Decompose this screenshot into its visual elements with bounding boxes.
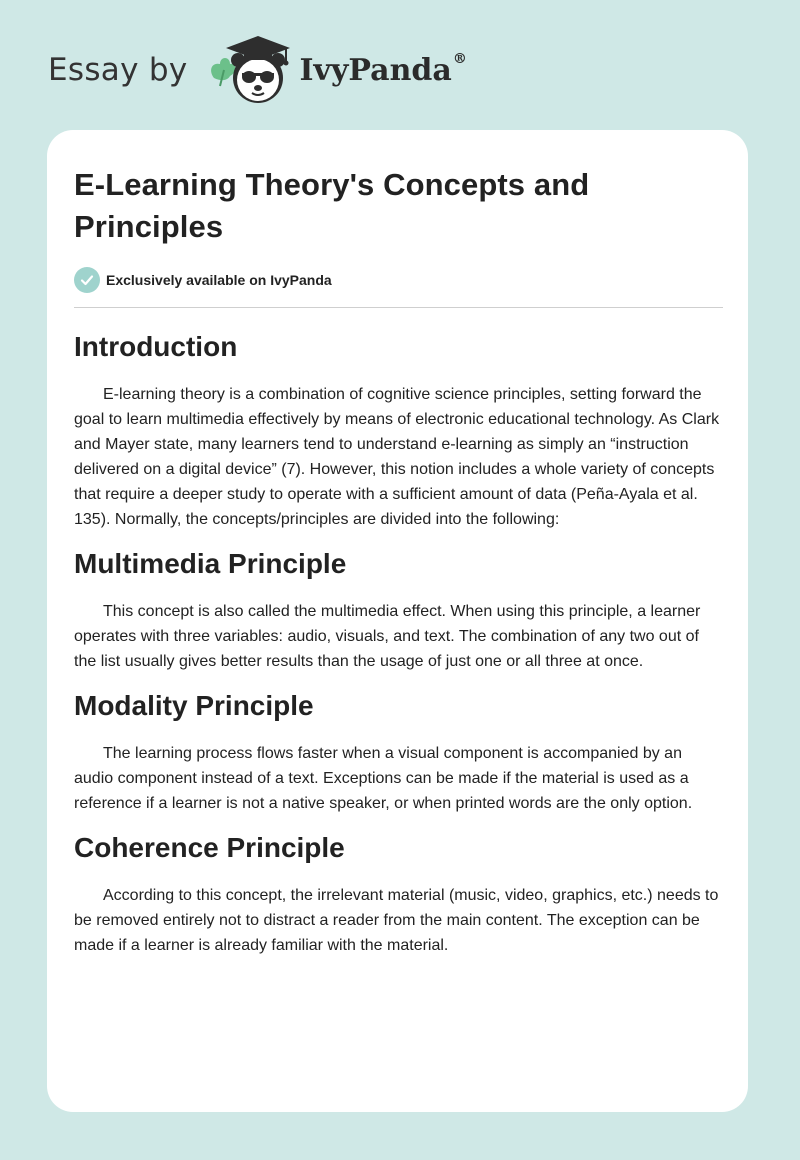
section-multimedia-principle — [74, 546, 723, 674]
registered-mark: ® — [452, 50, 467, 67]
section-modality-principle — [74, 688, 723, 816]
exclusive-label: Exclusively available on IvyPanda — [106, 272, 332, 288]
essay-title: E-Learning Theory's Concepts and Principles — [74, 167, 590, 244]
title-divider — [74, 307, 723, 308]
brand-text: IvyPanda — [299, 52, 452, 88]
essay-by-label: Essay by — [48, 52, 188, 88]
section-introduction — [74, 329, 723, 532]
section-coherence-principle — [74, 830, 723, 958]
section-paragraph: This concept is also called the multimedia effect. When using this principle, a learner operates with three variables: audio, visuals, and text. The combination of any two out of the list usually gives better results than the usage of just one or all three at once. — [74, 603, 701, 670]
section-paragraph: The learning process flows faster when a visual component is accompanied by an audio component instead of a text. Exceptions can be made if the material is used as a reference if a learner is not a native speaker, or when printed words are the only option. — [74, 745, 693, 812]
section-heading: Coherence Principle — [74, 832, 345, 863]
check-circle-icon — [74, 267, 100, 293]
exclusive-badge — [74, 266, 723, 294]
essay-content — [74, 164, 723, 958]
section-paragraph: According to this concept, the irrelevant material (music, video, graphics, etc.) needs to be removed entirely not to distract a reader from the main content. The exception can be made if a learner is already familiar with the material. — [74, 887, 719, 954]
brand-name[interactable] — [299, 50, 467, 88]
essay-card — [47, 130, 748, 1112]
section-heading: Multimedia Principle — [74, 548, 347, 579]
site-header — [48, 30, 467, 110]
panda-graduation-cap-icon[interactable] — [206, 30, 296, 110]
section-paragraph: E-learning theory is a combination of cognitive science principles, setting forward the goal to learn multimedia effectively by means of electronic educational technology. As Clark and Mayer state, many learners tend to understand e-learning as simply an “instruction delivered on a digital device” (7). However, this notion includes a whole variety of concepts that require a deeper study to operate with a sufficient amount of data (Peña-Ayala et al. 135). Normally, the concepts/principles are divided into the following: — [74, 386, 720, 528]
section-heading: Introduction — [74, 331, 238, 362]
section-heading: Modality Principle — [74, 690, 314, 721]
